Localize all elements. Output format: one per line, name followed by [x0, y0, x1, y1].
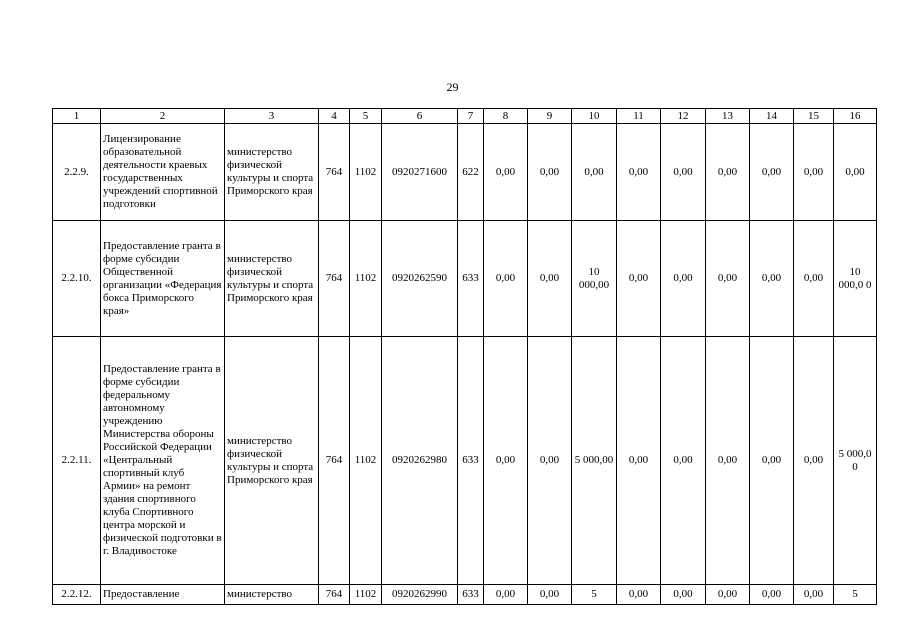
row-name: Лицензирование образовательной деятельности краевых государственных учреждений спортивной подготовки [101, 124, 225, 221]
row-name: Предоставление [101, 585, 225, 605]
cell-col11: 0,00 [617, 221, 661, 337]
cell-col11: 0,00 [617, 585, 661, 605]
header-row [53, 109, 877, 124]
table-row [53, 337, 877, 585]
cell-col9: 0,00 [528, 585, 572, 605]
cell-col13: 0,00 [706, 337, 750, 585]
header-cell: 10 [572, 109, 617, 124]
cell-col14: 0,00 [750, 337, 794, 585]
cell-col12: 0,00 [661, 124, 706, 221]
cell-col11: 0,00 [617, 337, 661, 585]
header-cell: 15 [794, 109, 834, 124]
row-organization: министерство физической культуры и спорта Приморского края [225, 124, 319, 221]
table-row [53, 585, 877, 605]
cell-col4: 764 [319, 221, 350, 337]
table-row [53, 124, 877, 221]
row-number: 2.2.10. [53, 221, 101, 337]
row-number: 2.2.11. [53, 337, 101, 585]
row-name: Предоставление гранта в форме субсидии Общественной организации «Федерация бокса Приморского края» [101, 221, 225, 337]
cell-col15: 0,00 [794, 221, 834, 337]
cell-col5: 1102 [350, 221, 382, 337]
cell-col9: 0,00 [528, 124, 572, 221]
row-number: 2.2.12. [53, 585, 101, 605]
cell-col8: 0,00 [484, 585, 528, 605]
header-cell: 13 [706, 109, 750, 124]
cell-col8: 0,00 [484, 124, 528, 221]
cell-col11: 0,00 [617, 124, 661, 221]
cell-col4: 764 [319, 337, 350, 585]
cell-col14: 0,00 [750, 585, 794, 605]
cell-col7: 633 [458, 337, 484, 585]
cell-col10: 0,00 [572, 124, 617, 221]
row-organization: министерство физической культуры и спорта Приморского края [225, 221, 319, 337]
cell-col16: 5 [834, 585, 877, 605]
cell-col14: 0,00 [750, 124, 794, 221]
cell-col5: 1102 [350, 337, 382, 585]
cell-col7: 633 [458, 585, 484, 605]
cell-col8: 0,00 [484, 337, 528, 585]
header-cell: 11 [617, 109, 661, 124]
cell-col12: 0,00 [661, 221, 706, 337]
cell-col10: 5 [572, 585, 617, 605]
cell-col10: 5 000,00 [572, 337, 617, 585]
cell-col6: 0920262590 [382, 221, 458, 337]
cell-col6: 0920262980 [382, 337, 458, 585]
cell-col4: 764 [319, 585, 350, 605]
cell-col13: 0,00 [706, 585, 750, 605]
header-cell: 1 [53, 109, 101, 124]
header-cell: 2 [101, 109, 225, 124]
row-number: 2.2.9. [53, 124, 101, 221]
cell-col10: 10 000,00 [572, 221, 617, 337]
cell-col16: 5 000,0 0 [834, 337, 877, 585]
header-cell: 14 [750, 109, 794, 124]
header-cell: 8 [484, 109, 528, 124]
cell-col15: 0,00 [794, 585, 834, 605]
cell-col12: 0,00 [661, 337, 706, 585]
cell-col13: 0,00 [706, 221, 750, 337]
row-organization: министерство [225, 585, 319, 605]
cell-col9: 0,00 [528, 221, 572, 337]
header-cell: 6 [382, 109, 458, 124]
cell-col7: 622 [458, 124, 484, 221]
header-cell: 16 [834, 109, 877, 124]
cell-col14: 0,00 [750, 221, 794, 337]
page-number: 29 [446, 80, 459, 94]
cell-col16: 0,00 [834, 124, 877, 221]
header-cell: 5 [350, 109, 382, 124]
cell-col5: 1102 [350, 585, 382, 605]
row-organization: министерство физической культуры и спорта Приморского края [225, 337, 319, 585]
cell-col15: 0,00 [794, 337, 834, 585]
cell-col15: 0,00 [794, 124, 834, 221]
cell-col12: 0,00 [661, 585, 706, 605]
row-name: Предоставление гранта в форме субсидии федеральному автономному учреждению Министерства обороны Российской Федерации «Центральный спортивный клуб Армии» на ремонт здания спортивного клуба Спортивного центра морской и физической подготовки в г. Владивостоке [101, 337, 225, 585]
cell-col9: 0,00 [528, 337, 572, 585]
header-cell: 9 [528, 109, 572, 124]
cell-col16: 10 000,0 0 [834, 221, 877, 337]
budget-table [52, 108, 877, 605]
cell-col6: 0920271600 [382, 124, 458, 221]
cell-col6: 0920262990 [382, 585, 458, 605]
cell-col4: 764 [319, 124, 350, 221]
cell-col13: 0,00 [706, 124, 750, 221]
header-cell: 7 [458, 109, 484, 124]
header-cell: 4 [319, 109, 350, 124]
cell-col7: 633 [458, 221, 484, 337]
header-cell: 12 [661, 109, 706, 124]
header-cell: 3 [225, 109, 319, 124]
cell-col8: 0,00 [484, 221, 528, 337]
cell-col5: 1102 [350, 124, 382, 221]
table-row [53, 221, 877, 337]
